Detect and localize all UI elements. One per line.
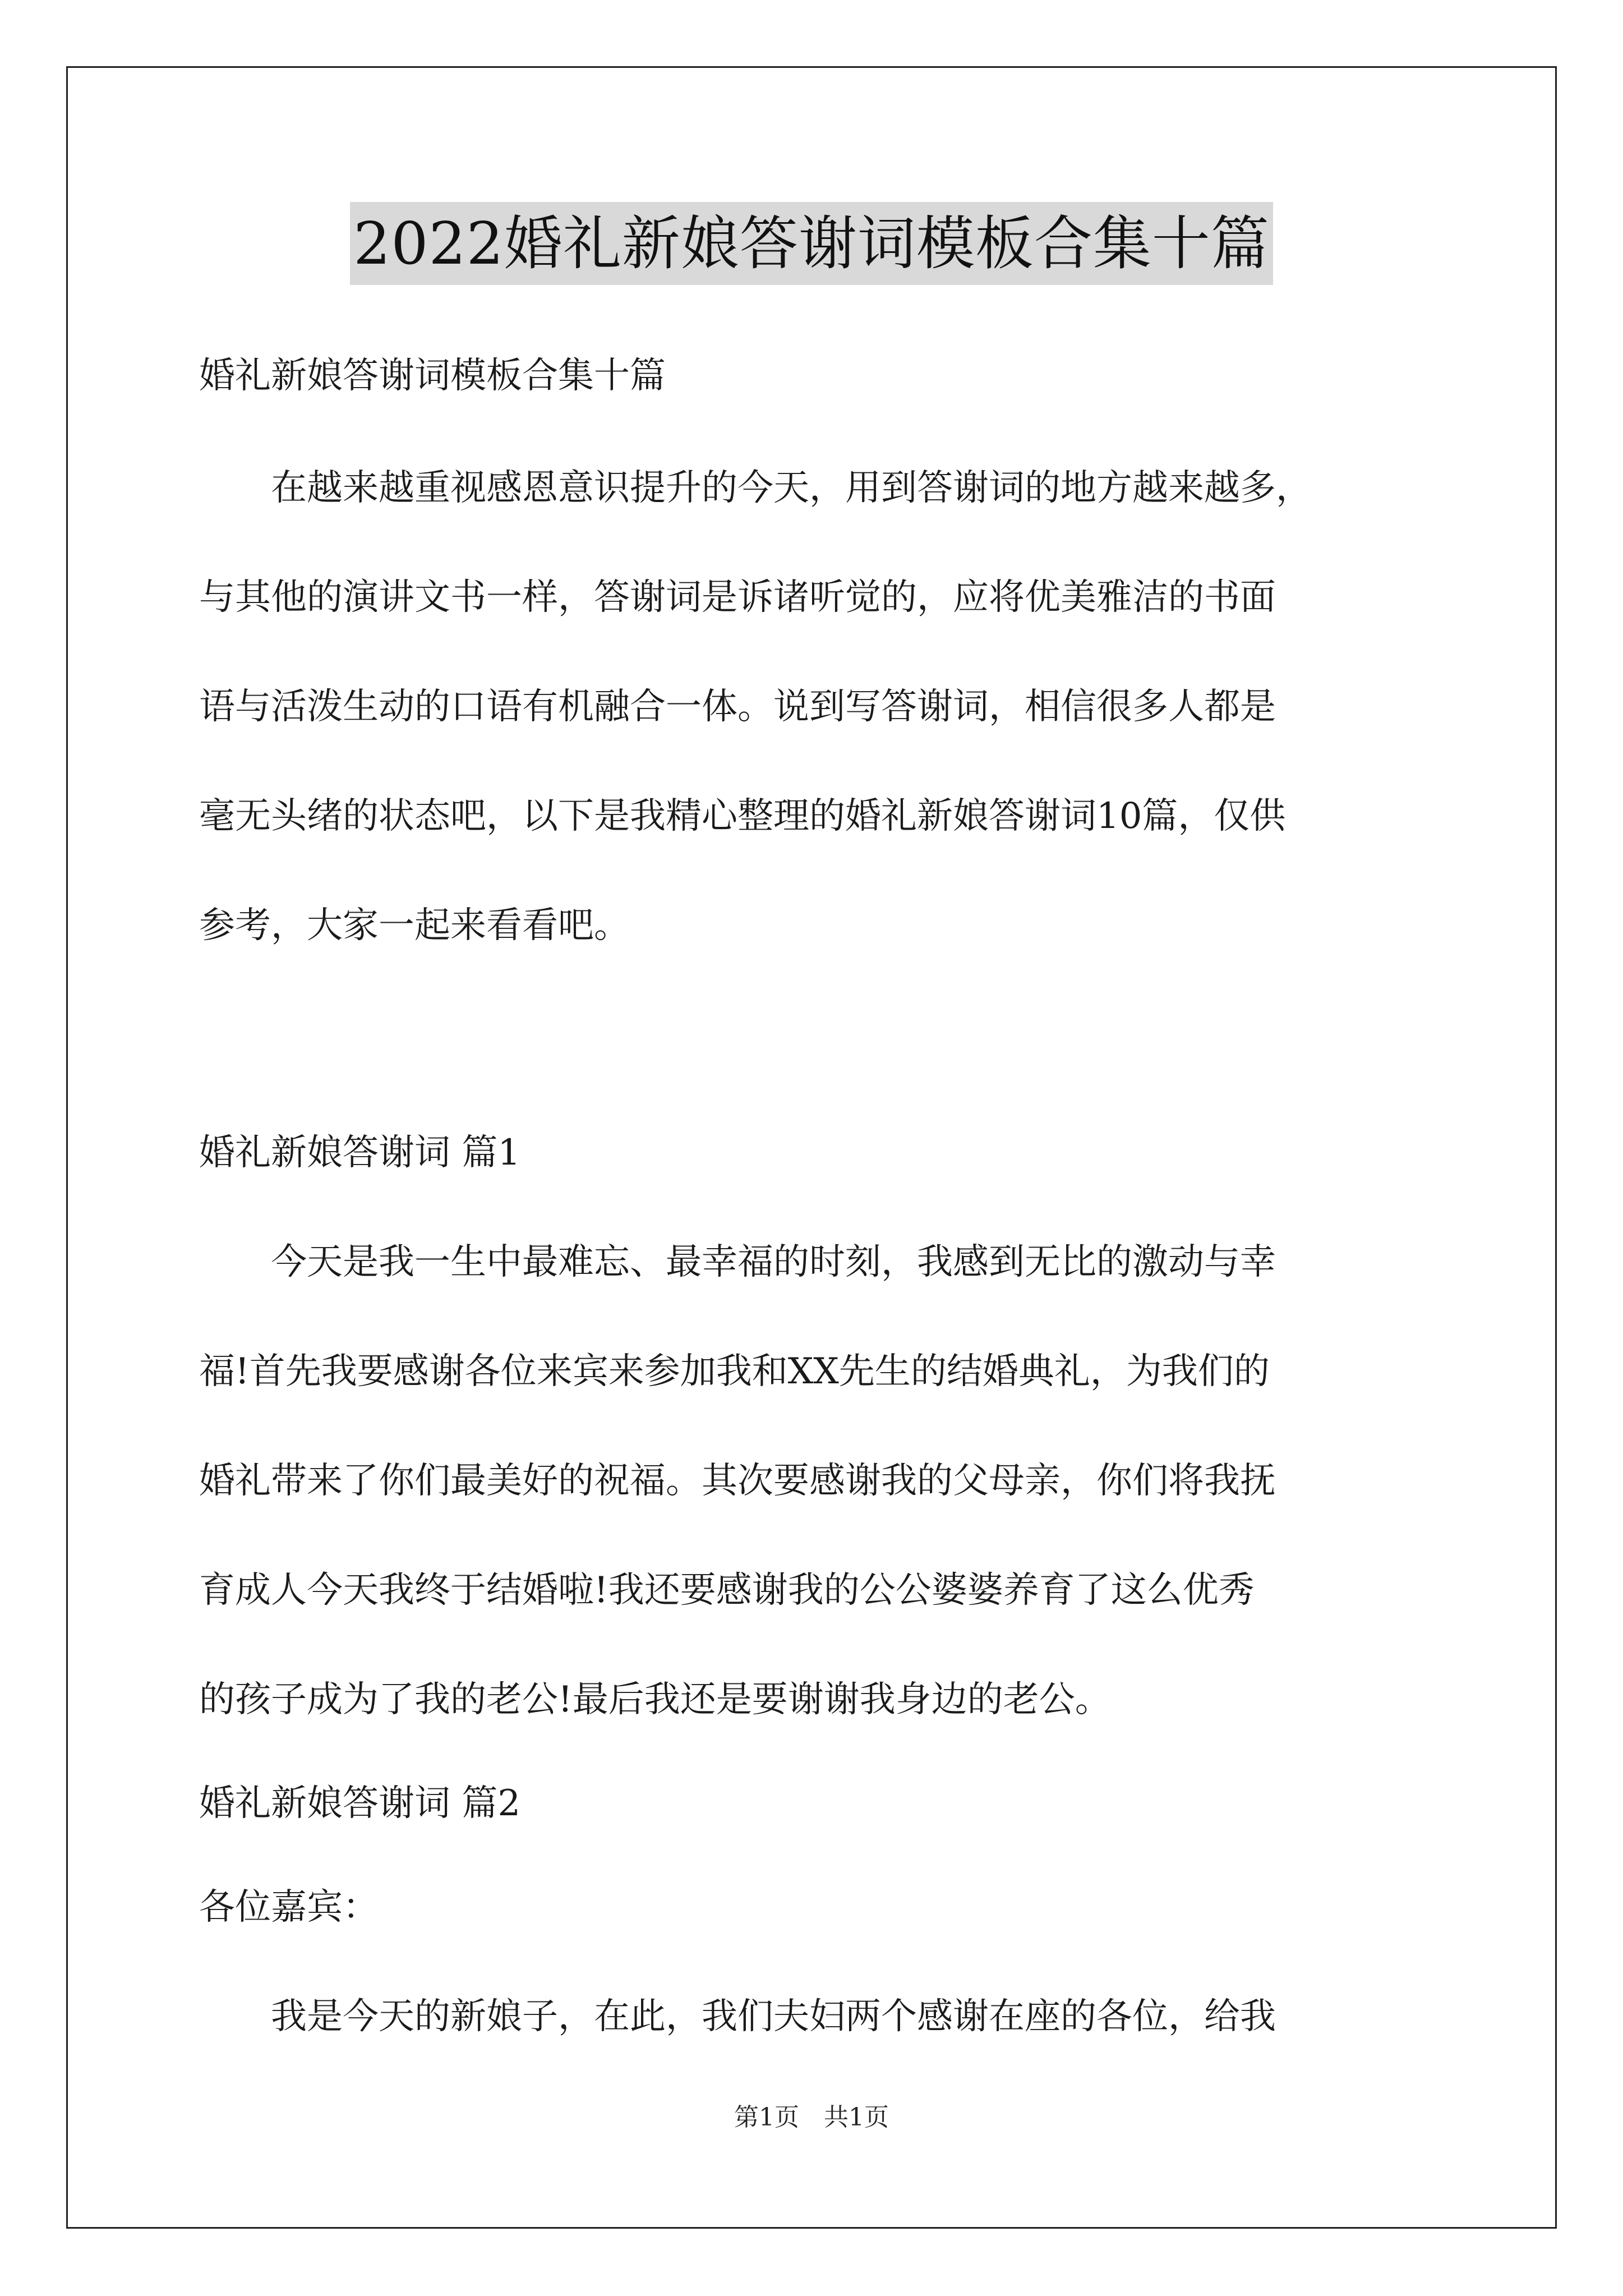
section-heading: 婚礼新娘答谢词 篇2	[199, 1783, 521, 1824]
subtitle-line: 婚礼新娘答谢词模板合集十篇	[199, 355, 666, 397]
paragraph-line: 与其他的演讲文书一样，答谢词是诉诸听觉的，应将优美雅洁的书面	[199, 577, 1276, 618]
salutation-line: 各位嘉宾：	[199, 1887, 379, 1928]
paragraph-line: 的孩子成为了我的老公!最后我还是要谢谢我身边的老公。	[199, 1679, 1111, 1720]
paragraph-line: 语与活泼生动的口语有机融合一体。说到写答谢词，相信很多人都是	[199, 686, 1276, 728]
document-title: 2022婚礼新娘答谢词模板合集十篇	[350, 202, 1273, 285]
paragraph-line: 育成人今天我终于结婚啦!我还要感谢我的公公婆婆养育了这么优秀	[199, 1570, 1255, 1611]
title-container	[0, 202, 1623, 285]
paragraph-line: 福!首先我要感谢各位来宾来参加我和XX先生的结婚典礼，为我们的	[199, 1351, 1270, 1392]
section-heading: 婚礼新娘答谢词 篇1	[199, 1132, 521, 1174]
paragraph-line: 我是今天的新娘子，在此，我们夫妇两个感谢在座的各位，给我	[199, 1996, 1276, 2037]
paragraph-line: 今天是我一生中最难忘、最幸福的时刻，我感到无比的激动与幸	[199, 1241, 1276, 1283]
paragraph-line: 婚礼带来了你们最美好的祝福。其次要感谢我的父母亲，你们将我抚	[199, 1460, 1276, 1502]
page-footer: 第1页 共1页	[734, 2103, 889, 2132]
paragraph-line: 参考，大家一起来看看吧。	[199, 905, 630, 946]
paragraph-line: 在越来越重视感恩意识提升的今天，用到答谢词的地方越来越多，	[199, 467, 1312, 509]
paragraph-line: 毫无头绪的状态吧，以下是我精心整理的婚礼新娘答谢词10篇，仅供	[199, 795, 1286, 837]
